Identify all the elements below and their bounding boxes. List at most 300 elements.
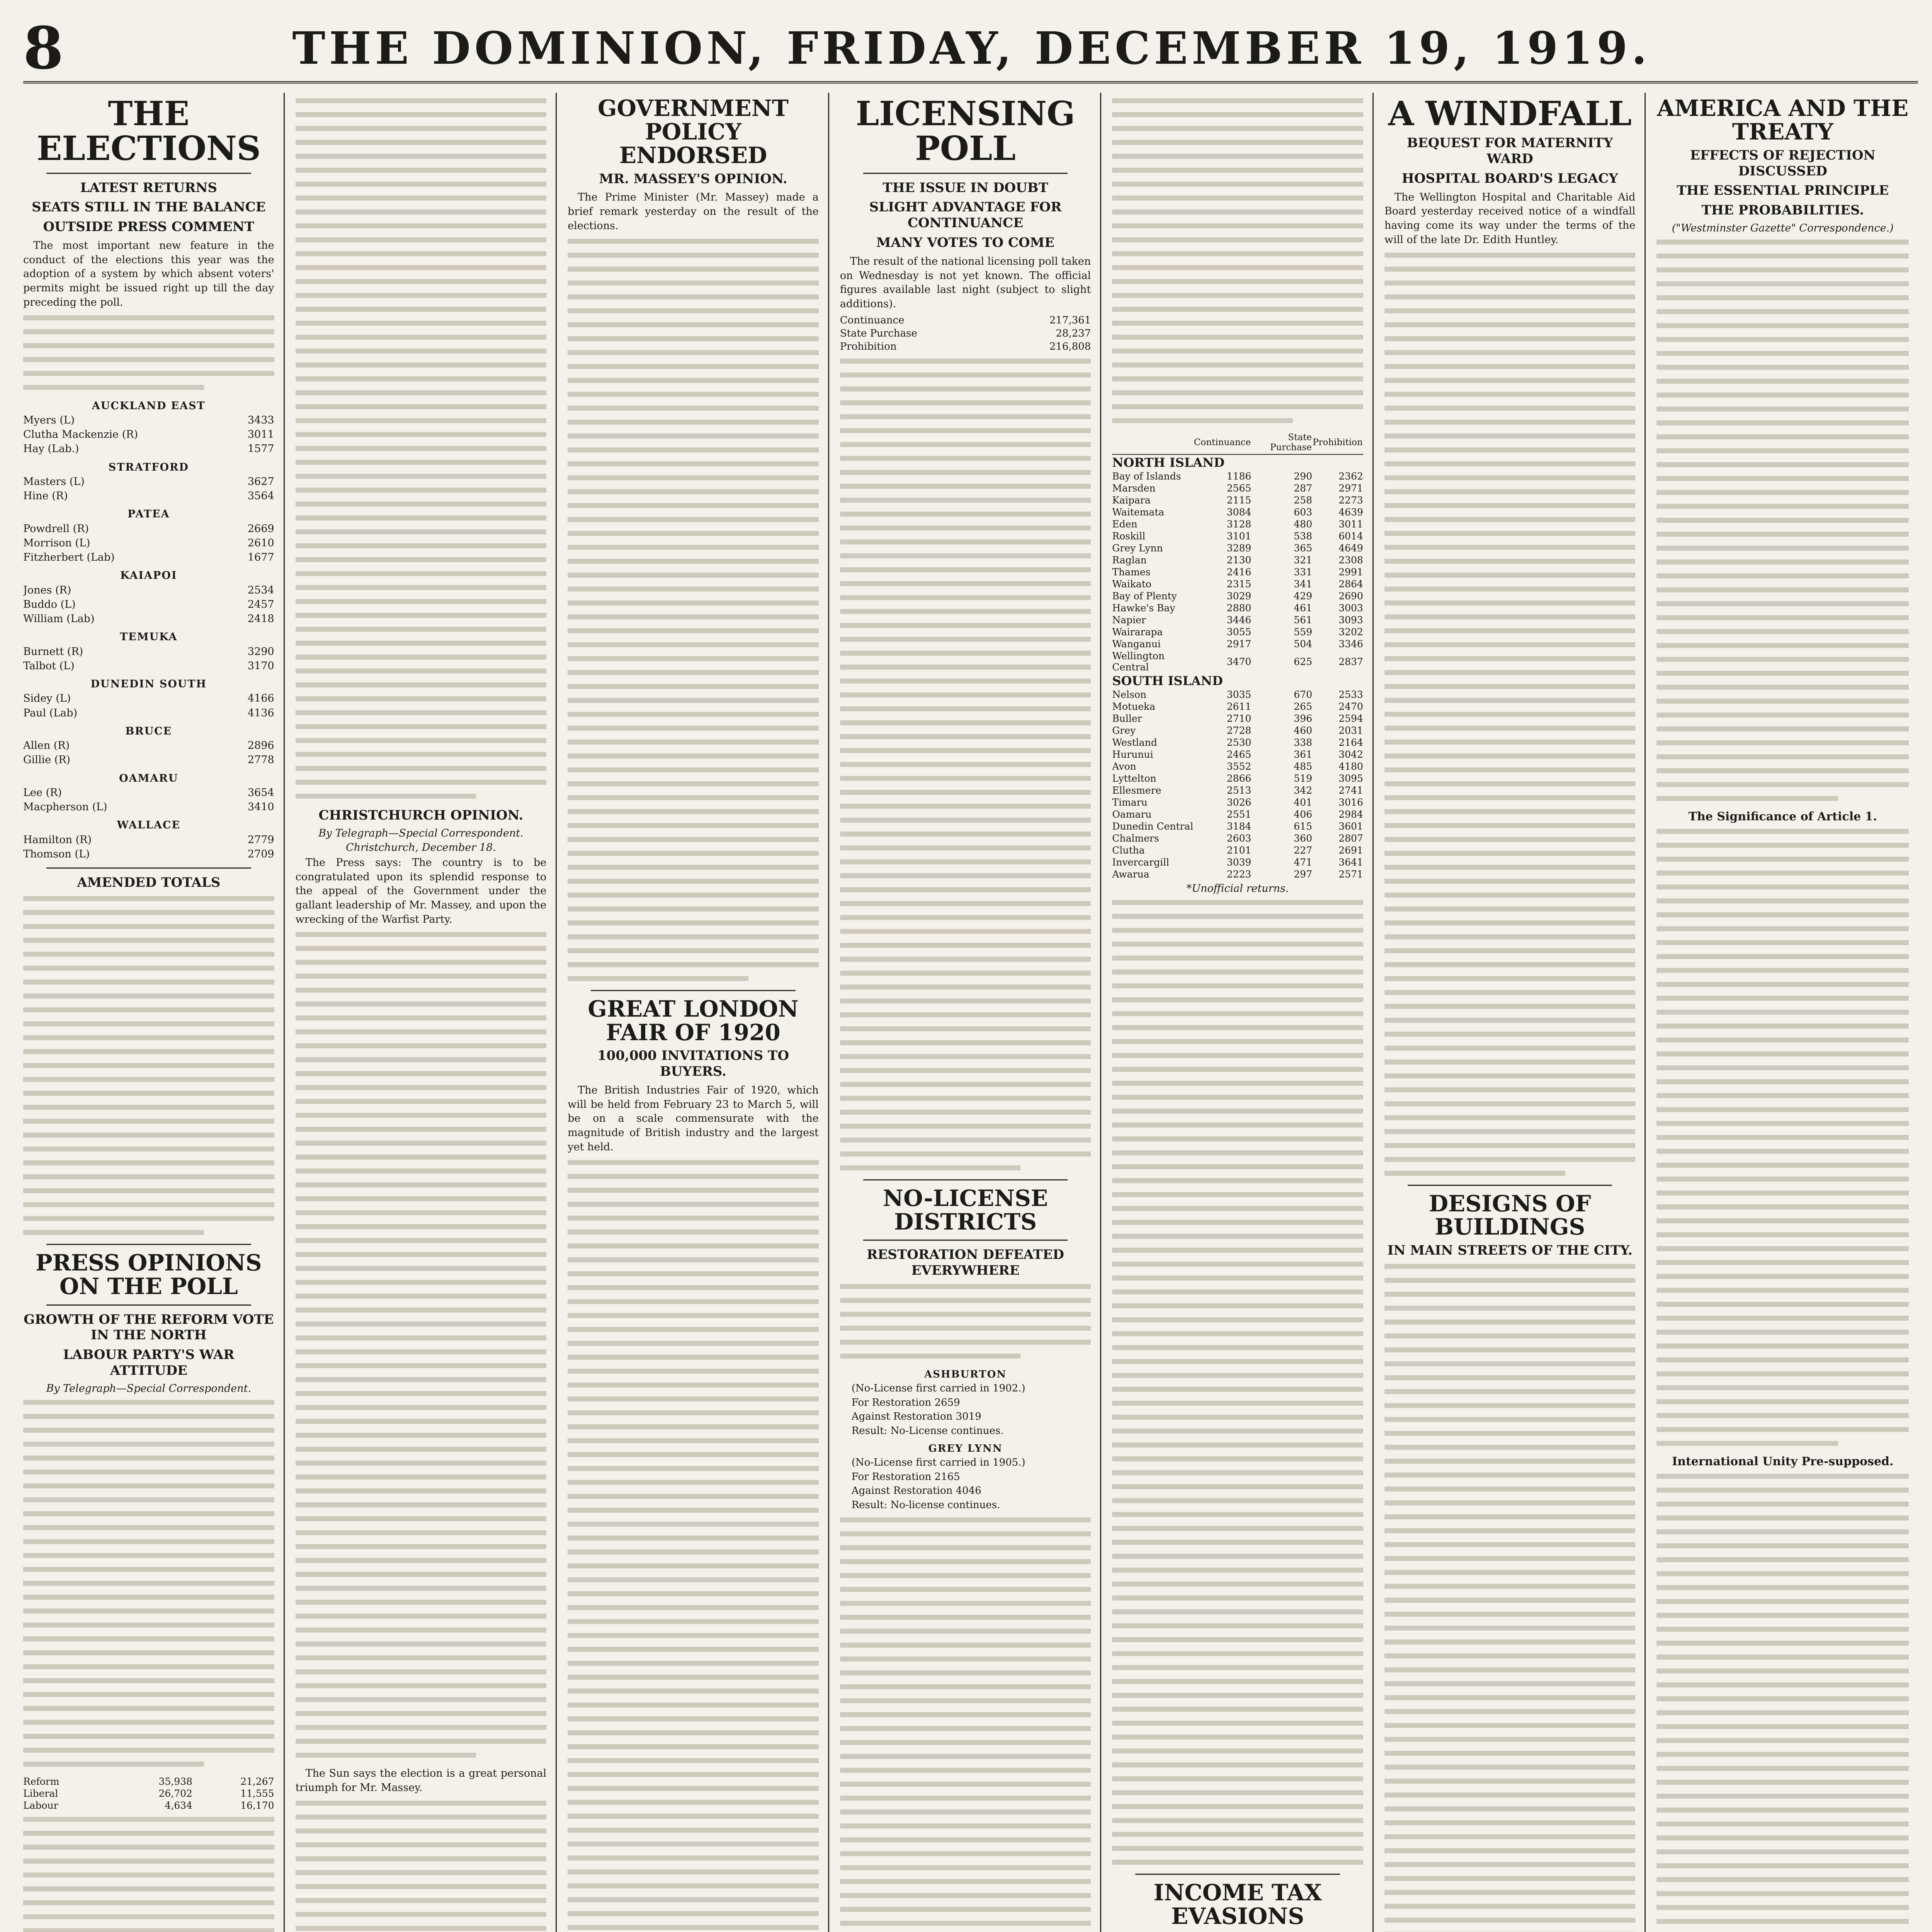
candidate-name: Sidey (L) [23,692,71,705]
candidate-name: Clutha Mackenzie (R) [23,429,138,441]
candidate-name: Hamilton (R) [23,833,92,846]
candidate-name: Jones (R) [23,584,71,596]
table-row [1112,470,1363,482]
candidate-row [23,612,274,626]
table-cell: 401 [1294,797,1312,808]
footnote: *Unofficial returns. [1186,883,1289,895]
candidate-votes: 2779 [247,833,274,846]
table-row [1112,602,1363,614]
table-cell: 3039 [1226,857,1252,868]
candidate-name: Burnett (R) [23,645,83,658]
column-3 [568,93,829,1932]
text-block [1384,1264,1636,1932]
total-value: 28,237 [1056,327,1091,339]
table-cell: Timaru [1112,797,1148,808]
table-row [1112,542,1363,554]
electorate-name: BRUCE [125,725,172,737]
candidate-row [23,474,274,489]
table-cell: 2690 [1338,590,1363,602]
table-cell: 2465 [1226,749,1252,760]
text-block [1656,829,1909,1446]
table-cell: 561 [1294,614,1312,626]
table-cell: 2533 [1338,689,1363,700]
table-cell: 2115 [1226,495,1252,506]
byline: By Telegraph—Special Correspondent. [318,827,524,839]
table-cell: Labour [23,1799,58,1811]
table-cell: 2315 [1226,578,1252,590]
district-line: (No-License first carried in 1902.) [851,1383,1026,1395]
text-block [840,1517,1091,1932]
table-cell: Invercargill [1112,857,1169,868]
candidate-name: Paul (Lab) [23,707,78,719]
table-cell: 2130 [1226,554,1252,566]
table-cell: Bay of Plenty [1112,590,1177,602]
total-label: Continuance [840,314,905,326]
text-block [568,1160,819,1932]
table-row [23,1776,274,1787]
table-cell: 3289 [1226,543,1252,554]
text-block [296,98,547,799]
candidate-votes: 3564 [247,490,274,502]
candidate-votes: 2534 [247,584,274,596]
candidate-row [23,738,274,753]
table-cell: 16,170 [240,1799,274,1811]
table-cell: 3095 [1338,773,1363,784]
table-cell: 3035 [1226,689,1252,700]
subhead-press-comment: OUTSIDE PRESS COMMENT [43,219,254,235]
column-header: State Purchase [1251,432,1312,454]
candidate-row [23,659,274,673]
column-5 [1112,93,1374,1932]
text-block [568,239,819,981]
table-cell: Wanganui [1112,638,1161,650]
table-row [1112,701,1363,713]
text-block [23,1817,274,1932]
article-body: The Press says: The country is to be congratulated upon its splendid response to the appeal of the Government under the gallant leadership of Mr. Massey, and upon the wrecking of the Warfist Party. [295,856,547,925]
table-row [1112,868,1363,880]
table-cell: 3093 [1338,614,1363,626]
electorate-name: AUCKLAND EAST [92,400,206,412]
island-title: SOUTH ISLAND [1112,673,1223,688]
table-cell: 2416 [1226,566,1252,578]
table-cell: 3601 [1338,821,1363,832]
candidate-name: Masters (L) [23,475,85,488]
article-body: The Prime Minister (Mr. Massey) made a brief remark yesterday on the result of the elections. [568,191,819,232]
text-block [1112,900,1363,1865]
table-header-row [1112,432,1363,454]
headline-licensing-poll: LICENSING POLL [855,94,1075,168]
headline-windfall: A WINDFALL [1388,94,1632,133]
island-title: NORTH ISLAND [1112,455,1225,470]
table-cell: 2971 [1338,483,1363,494]
table-cell: 396 [1294,713,1312,724]
text-block [1656,1474,1909,1932]
table-cell: Ellesmere [1112,785,1162,796]
table-cell: 519 [1294,773,1312,784]
text-block [840,1284,1091,1359]
text-block [840,359,1091,1170]
table-cell: 26,702 [158,1787,192,1799]
table-cell: 3084 [1226,507,1252,518]
table-cell: Kaipara [1112,495,1151,506]
candidate-votes: 3627 [247,475,274,488]
candidate-name: Gillie (R) [23,754,71,766]
table-cell: Napier [1112,614,1146,626]
candidate-name: Lee (R) [23,786,62,799]
table-cell: 2031 [1338,725,1363,736]
candidate-name: Hine (R) [23,490,68,502]
table-cell: 35,938 [158,1776,192,1787]
table-row [1112,820,1363,832]
article-body: The Wellington Hospital and Charitable Aid Board yesterday received notice of a windfall having come its way under the terms of the will of the late Dr. Edith Huntley. [1384,191,1636,246]
table-cell: 258 [1294,495,1312,506]
table-row [1112,724,1363,736]
total-label: State Purchase [840,327,917,339]
candidate-name: Powdrell (R) [23,522,89,535]
district-line: Against Restoration 4046 [851,1485,981,1497]
table-cell: 2880 [1226,602,1252,614]
electorate-results [23,399,274,862]
island-row [1112,454,1363,470]
candidate-votes: 3410 [247,801,274,813]
table-cell: 290 [1294,471,1312,482]
candidate-row [23,691,274,706]
table-cell: Grey [1112,725,1136,736]
candidate-name: Fitzherbert (Lab) [23,551,115,564]
district-line: Result: No-license continues. [851,1499,1000,1511]
table-cell: 460 [1294,725,1312,736]
table-cell: 3446 [1226,614,1252,626]
candidate-row [23,489,274,503]
headline-america-treaty: AMERICA AND THE TREATY [1657,95,1909,145]
district-result [840,1442,1091,1512]
table-cell: 3641 [1338,857,1363,868]
table-row [1112,736,1363,748]
table-cell: 2807 [1338,833,1363,844]
table-cell: 2984 [1338,809,1363,820]
candidate-name: Thomson (L) [23,848,90,860]
candidate-votes: 2778 [247,754,274,766]
sidehead-article-1: The Significance of Article 1. [1688,810,1877,823]
table-cell: 2603 [1226,833,1252,844]
text-block [1656,240,1909,801]
candidate-name: Macpherson (L) [23,801,107,813]
table-cell: 3042 [1338,749,1363,760]
table-cell: Eden [1112,519,1138,530]
table-cell: 3128 [1226,519,1252,530]
candidate-row [23,706,274,720]
table-cell: Bay of Islands [1112,471,1181,482]
table-cell: Lyttelton [1112,773,1156,784]
table-cell: 603 [1294,507,1312,518]
table-cell: Oamaru [1112,809,1152,820]
candidate-row [23,645,274,659]
table-cell: 1186 [1226,471,1252,482]
table-cell: 3346 [1338,638,1363,650]
table-row [840,327,1091,340]
subhead-reform-vote: GROWTH OF THE REFORM VOTE IN THE NORTH [24,1311,274,1343]
candidate-votes: 2418 [247,613,274,625]
table-cell: 2571 [1338,869,1363,880]
electorate-name: TEMUKA [120,631,178,643]
district-line: (No-License first carried in 1905.) [851,1457,1026,1469]
candidate-votes: 2896 [247,740,274,752]
island-row [1112,673,1363,689]
table-cell: Roskill [1112,531,1146,542]
table-cell: 2917 [1226,638,1252,650]
column-2 [296,93,557,1932]
table-cell: Liberal [23,1787,58,1799]
table-cell: Raglan [1112,554,1147,566]
table-cell: Wairarapa [1112,626,1163,638]
column-4 [840,93,1102,1932]
table-cell: 2594 [1338,713,1363,724]
candidate-votes: 3011 [247,429,274,441]
table-cell: 365 [1294,543,1312,554]
column-header: Continuance [1194,432,1252,454]
table-cell: 4649 [1338,543,1363,554]
table-cell: 3011 [1338,519,1363,530]
reform-vote-table [23,1776,274,1811]
article-body-2: The Sun says the election is a great personal triumph for Mr. Massey. [295,1767,547,1794]
subhead-rejection: EFFECTS OF REJECTION DISCUSSED [1690,147,1876,179]
table-cell: 6014 [1338,531,1363,542]
table-cell: Reform [23,1776,60,1787]
table-cell: 670 [1294,689,1312,700]
candidate-votes: 2709 [247,848,274,860]
table-cell: 3184 [1226,821,1252,832]
text-block [23,896,274,1235]
table-cell: 287 [1294,483,1312,494]
subhead-amended-totals: AMENDED TOTALS [77,875,221,891]
table-row [1112,494,1363,506]
candidate-votes: 3433 [247,414,274,426]
table-cell: 360 [1294,833,1312,844]
table-row [1112,554,1363,566]
table-cell: 265 [1294,701,1312,712]
table-cell: Motueka [1112,701,1155,712]
table-cell: 2837 [1338,656,1363,667]
candidate-row [23,800,274,814]
candidate-votes: 1577 [247,443,274,455]
subhead-latest-returns: LATEST RETURNS [80,180,217,196]
candidate-row [23,536,274,550]
candidate-row [23,413,274,427]
sidehead-international-unity: International Unity Pre-supposed. [1672,1454,1894,1468]
total-value: 217,361 [1049,314,1091,326]
column-header [1112,432,1194,454]
table-cell: 3026 [1226,797,1252,808]
headline-london-fair: GREAT LONDON FAIR OF 1920 [588,995,799,1046]
table-cell: 3055 [1226,626,1252,638]
table-cell: Buller [1112,713,1142,724]
table-cell: 2691 [1338,845,1363,856]
district-name: GREY LYNN [928,1442,1003,1454]
table-row [1112,626,1363,638]
text-block [23,315,274,390]
table-cell: 625 [1294,656,1312,667]
table-cell: 461 [1294,602,1312,614]
table-cell: 2741 [1338,785,1363,796]
table-cell: 2530 [1226,737,1252,748]
candidate-votes: 2457 [247,598,274,611]
candidate-row [23,597,274,612]
table-cell: 361 [1294,749,1312,760]
subhead-seats: SEATS STILL IN THE BALANCE [32,199,266,215]
column-6 [1384,93,1646,1932]
columns [23,93,1918,1932]
total-label: Prohibition [840,340,897,352]
candidate-row [23,522,274,536]
district-result [840,1367,1091,1438]
district-line: Against Restoration 3019 [851,1411,981,1423]
table-cell: 3101 [1226,531,1252,542]
table-cell: Hurunui [1112,749,1153,760]
subhead-invitations: 100,000 INVITATIONS TO BUYERS. [597,1048,789,1080]
table-cell: 2710 [1226,713,1252,724]
candidate-row [23,550,274,565]
table-row [1112,748,1363,760]
licensing-results-table [1112,432,1363,880]
byline: ("Westminster Gazette" Correspondence.) [1672,222,1894,234]
table-cell: 3470 [1226,656,1252,667]
candidate-name: William (Lab) [23,613,95,625]
candidate-row [23,753,274,767]
subhead-votes-to-come: MANY VOTES TO COME [876,235,1055,250]
table-cell: 559 [1294,626,1312,638]
candidate-votes: 3654 [247,786,274,799]
table-row [840,340,1091,353]
table-row [1112,689,1363,701]
table-cell: 4639 [1338,507,1363,518]
table-cell: 342 [1294,785,1312,796]
subhead-bequest: BEQUEST FOR MATERNITY WARD [1406,135,1613,167]
candidate-votes: 2669 [247,522,274,535]
electorate-name: WALLACE [117,819,181,832]
district-results [840,1367,1091,1512]
table-cell: 2991 [1338,566,1363,578]
dateline: Christchurch, December 18. [345,841,496,854]
subhead-main-streets: IN MAIN STREETS OF THE CITY. [1387,1243,1633,1259]
table-cell: 2611 [1226,701,1252,712]
electorate-name: PATEA [128,508,170,520]
table-cell: Grey Lynn [1112,543,1163,554]
table-cell: 4180 [1338,761,1363,772]
column-header: Prohibition [1312,432,1363,454]
table-row [1112,518,1363,530]
table-cell: Wellington Central [1112,650,1165,673]
table-cell: 2164 [1338,737,1363,748]
candidate-name: Hay (Lab.) [23,443,79,455]
table-row [1112,482,1363,494]
table-cell: Avon [1112,761,1136,772]
table-row [1112,506,1363,518]
table-cell: 485 [1294,761,1312,772]
headline-designs: DESIGNS OF BUILDINGS [1429,1190,1591,1240]
table-row [1112,638,1363,650]
byline: By Telegraph—Special Correspondent. [46,1382,252,1395]
electorate-name: STRATFORD [108,461,189,473]
table-cell: Thames [1112,566,1151,578]
text-block [296,932,547,1758]
table-row [1112,760,1363,772]
article-body: The result of the national licensing poll taken on Wednesday is not yet known. The official figures available last night (subject to slight additions). [840,255,1091,310]
table-cell: 3029 [1226,590,1252,602]
table-cell: 321 [1294,554,1312,566]
table-cell: 2101 [1226,845,1252,856]
table-cell: 2513 [1226,785,1252,796]
electorate-name: DUNEDIN SOUTH [90,678,207,690]
table-cell: 2551 [1226,809,1252,820]
district-line: For Restoration 2165 [851,1471,960,1483]
table-cell: 538 [1294,531,1312,542]
table-row [1112,713,1363,724]
candidate-row [23,833,274,847]
electorate-name: KAIAPOI [120,570,177,582]
headline-press-opinions: PRESS OPINIONS ON THE POLL [36,1249,262,1299]
candidate-name: Buddo (L) [23,598,76,611]
table-cell: 227 [1294,845,1312,856]
table-row [1112,578,1363,590]
table-cell: 3016 [1338,797,1363,808]
table-cell: 2223 [1226,869,1252,880]
candidate-row [23,847,274,861]
page-number: 8 [23,14,64,82]
article-body-fair: The British Industries Fair of 1920, which will be held from February 23 to March 5, will be on a scale commensurate with the magnitude of British industry and the largest yet held. [568,1084,819,1153]
table-cell: 2864 [1338,578,1363,590]
table-cell: Hawke's Bay [1112,602,1175,614]
text-block [1384,253,1636,1176]
table-row [1112,856,1363,868]
paper-title: THE DOMINION, FRIDAY, DECEMBER 19, 1919. [292,22,1651,75]
headline-income-tax: INCOME TAX EVASIONS [1153,1879,1322,1929]
licensing-totals-table [840,314,1091,353]
text-block [1112,98,1363,423]
table-cell: Waitemata [1112,507,1165,518]
table-cell: 338 [1294,737,1312,748]
candidate-row [23,427,274,442]
table-cell: 2273 [1338,495,1363,506]
table-row [1112,530,1363,542]
table-cell: 297 [1294,869,1312,880]
candidate-votes: 3290 [247,645,274,658]
table-cell: Waikato [1112,578,1151,590]
headline-government-policy: GOVERNMENT POLICY ENDORSED [597,95,789,168]
table-cell: Westland [1112,737,1157,748]
table-row [1112,796,1363,808]
table-cell: 471 [1294,857,1312,868]
subhead-probabilities: THE PROBABILITIES. [1701,202,1864,218]
table-cell: 504 [1294,638,1312,650]
table-cell: 615 [1294,821,1312,832]
headline-elections: THE ELECTIONS [36,94,261,168]
headline-no-license: NO-LICENSE DISTRICTS [883,1185,1048,1235]
article-intro: The most important new feature in the conduct of the elections this year was the adoption of a system by which absent voters' permits might be issued right up till the day preceding the poll. [23,239,274,308]
candidate-votes: 2610 [247,537,274,549]
subhead-legacy: HOSPITAL BOARD'S LEGACY [1401,170,1618,186]
candidate-votes: 1677 [247,551,274,564]
subhead-issue-doubt: THE ISSUE IN DOUBT [883,180,1048,196]
candidate-name: Morrison (L) [23,537,90,549]
table-cell: 341 [1294,578,1312,590]
table-row [23,1799,274,1811]
district-name: ASHBURTON [924,1369,1007,1381]
table-cell: Dunedin Central [1112,821,1194,832]
candidate-name: Myers (L) [23,414,75,426]
table-cell: 4,634 [165,1799,192,1811]
table-cell: 21,267 [240,1776,274,1787]
column-1 [23,93,285,1932]
